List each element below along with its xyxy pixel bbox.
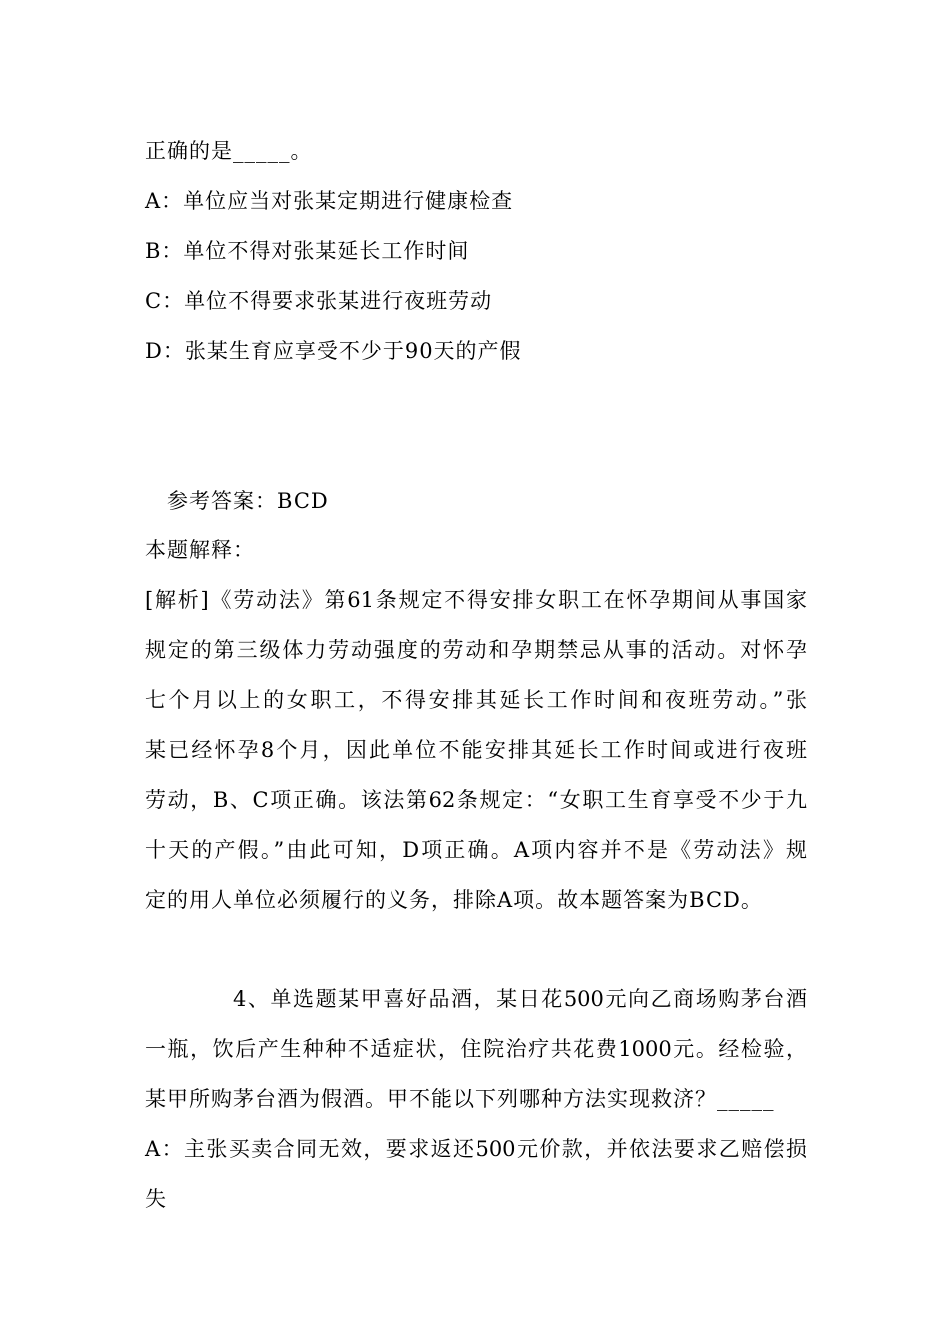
question-4-stem-line: 某甲所购茅台酒为假酒。甲不能以下列哪种方法实现救济？_____: [145, 1087, 775, 1111]
explanation-line: 劳动，B、C项正确。该法第62条规定：“女职工生育享受不少于九: [145, 788, 807, 812]
question-3-option-a: A：单位应当对张某定期进行健康检查: [145, 189, 514, 213]
explanation-line: 某已经怀孕8个月，因此单位不能安排其延长工作时间或进行夜班: [145, 738, 807, 762]
question-3-answer: 参考答案：BCD: [167, 489, 329, 513]
question-4-option-a-line: A：主张买卖合同无效，要求返还500元价款，并依法要求乙赔偿损: [145, 1137, 807, 1161]
question-4-stem-line: 4、单选题某甲喜好品酒，某日花500元向乙商场购茅台酒: [233, 987, 807, 1011]
question-4-option-a-line: 失: [145, 1187, 167, 1211]
explanation-line: 七个月以上的女职工，不得安排其延长工作时间和夜班劳动。”张: [145, 688, 807, 712]
explanation-line: 定的用人单位必须履行的义务，排除A项。故本题答案为BCD。: [145, 888, 763, 912]
explanation-line: 十天的产假。”由此可知，D项正确。A项内容并不是《劳动法》规: [145, 838, 807, 862]
question-3-option-d: D：张某生育应享受不少于90天的产假: [145, 339, 522, 363]
question-3-stem-tail: 正确的是_____。: [145, 139, 313, 163]
explanation-line: [解析]《劳动法》第61条规定不得安排女职工在怀孕期间从事国家: [145, 588, 807, 612]
explanation-line: 规定的第三级体力劳动强度的劳动和孕期禁忌从事的活动。对怀孕: [145, 638, 807, 662]
question-3-option-b: B：单位不得对张某延长工作时间: [145, 239, 470, 263]
question-3-explanation-title: 本题解释：: [145, 538, 255, 562]
question-4-stem-line: 一瓶，饮后产生种种不适症状，住院治疗共花费1000元。经检验，: [145, 1037, 807, 1061]
question-3-option-c: C：单位不得要求张某进行夜班劳动: [145, 289, 493, 313]
